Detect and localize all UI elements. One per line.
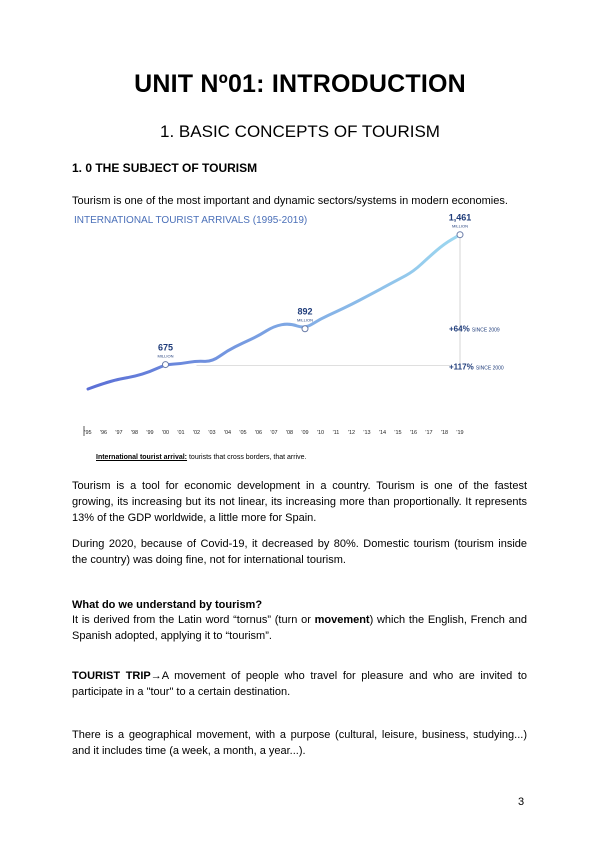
derivation-keyword: movement bbox=[314, 614, 370, 626]
data-point-marker bbox=[457, 232, 463, 238]
annotation-value: 1,461 bbox=[448, 212, 472, 223]
x-tick-label: '16 bbox=[409, 430, 418, 436]
growth-label bbox=[449, 325, 500, 334]
unit-title: UNIT Nº01: INTRODUCTION bbox=[134, 70, 466, 98]
x-tick-label: '05 bbox=[239, 430, 247, 436]
section-title: 1. BASIC CONCEPTS OF TOURISM bbox=[160, 122, 440, 141]
paragraph-tourist-trip bbox=[72, 668, 527, 700]
x-tick-label: '01 bbox=[177, 430, 185, 436]
annotation-unit: MILLION bbox=[451, 223, 469, 229]
paragraph-economic-development: Tourism is a tool for economic development in a country. Tourism is one of the fastest growing, its increasing but its not linear, its increasing more than proportionally. It represents 13% of the GDP worldwide, a little more for Spain. bbox=[72, 480, 527, 524]
x-tick-label: '98 bbox=[130, 430, 139, 436]
data-point-marker bbox=[163, 362, 169, 368]
x-tick-label: '18 bbox=[440, 430, 449, 436]
intro-sentence: Tourism is one of the most important and dynamic sectors/systems in modern economies. bbox=[72, 195, 508, 207]
tourist-trip-label: TOURIST TRIP bbox=[72, 670, 151, 682]
x-tick-label: '02 bbox=[192, 430, 201, 436]
annotation-value: 892 bbox=[297, 306, 313, 317]
data-point-marker bbox=[302, 326, 308, 332]
question-heading: What do we understand by tourism? bbox=[72, 599, 263, 611]
arrow-icon: → bbox=[150, 670, 162, 682]
footnote-definition: tourists that cross borders, that arrive. bbox=[187, 454, 307, 461]
tourist-trip-definition: A movement of people who travel for pleasure and who are invited to participate in a "tour" to a certain destination. bbox=[72, 670, 527, 698]
annotation-unit: MILLION bbox=[296, 317, 314, 323]
x-tick-label: '10 bbox=[316, 430, 325, 436]
x-tick-label: '00 bbox=[161, 430, 170, 436]
x-tick-label: '09 bbox=[301, 430, 309, 436]
chart-title: INTERNATIONAL TOURIST ARRIVALS (1995-2019) bbox=[74, 215, 308, 226]
x-tick-label: '04 bbox=[223, 430, 232, 436]
x-tick-label: '17 bbox=[425, 430, 433, 436]
paragraph-derivation bbox=[72, 612, 527, 644]
x-tick-label: '96 bbox=[99, 430, 108, 436]
x-tick-label: '03 bbox=[208, 430, 216, 436]
derivation-text-start: It is derived from the Latin word “tornus” (turn or bbox=[72, 614, 315, 626]
annotation-value: 675 bbox=[157, 342, 174, 353]
x-tick-label: '15 bbox=[394, 430, 402, 436]
chart-footnote bbox=[96, 454, 306, 461]
x-tick-label: '14 bbox=[378, 430, 387, 436]
x-tick-label: '12 bbox=[347, 430, 356, 436]
annotation-unit: MILLION bbox=[157, 353, 174, 359]
growth-value: +117% bbox=[449, 362, 476, 372]
growth-since: SINCE 2000 bbox=[475, 365, 504, 372]
x-tick-label: '97 bbox=[115, 430, 123, 436]
subsection-title: 1. 0 THE SUBJECT OF TOURISM bbox=[72, 161, 258, 175]
tourist-arrivals-chart bbox=[72, 210, 532, 460]
x-tick-label: '06 bbox=[254, 430, 263, 436]
derivation-text-end: ) which the English, French and Spanish adopted, applying it to “tourism”. bbox=[72, 614, 527, 642]
x-tick-label: '07 bbox=[270, 430, 278, 436]
x-tick-label: '95 bbox=[84, 430, 92, 436]
footnote-term: International tourist arrival: bbox=[96, 454, 188, 461]
growth-since: SINCE 2009 bbox=[471, 327, 500, 334]
paragraph-geographical-movement: There is a geographical movement, with a purpose (cultural, leisure, business, studying...) and it includes time (a week, a month, a year...). bbox=[72, 729, 527, 757]
paragraph-covid: During 2020, because of Covid-19, it decreased by 80%. Domestic tourism (tourism inside the country) was doing fine, not for international tourism. bbox=[72, 538, 527, 566]
page-number: 3 bbox=[518, 796, 525, 808]
x-tick-label: '11 bbox=[332, 430, 340, 436]
growth-value: +64% bbox=[449, 324, 472, 334]
series-line bbox=[88, 235, 460, 389]
growth-label bbox=[449, 363, 504, 372]
x-tick-label: '13 bbox=[363, 430, 371, 436]
x-tick-label: '08 bbox=[285, 430, 294, 436]
x-tick-label: '19 bbox=[456, 430, 464, 436]
x-tick-label: '99 bbox=[146, 430, 154, 436]
